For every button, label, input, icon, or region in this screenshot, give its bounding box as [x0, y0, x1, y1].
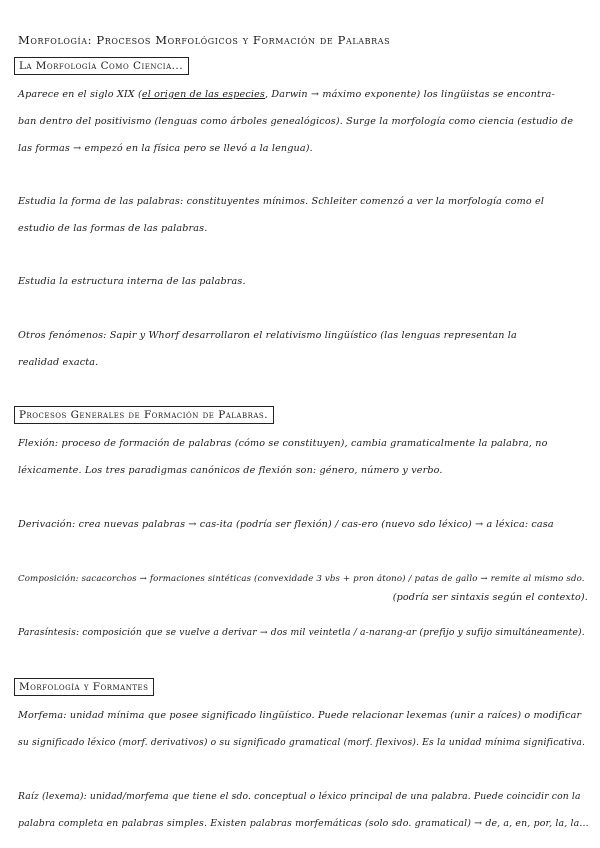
paragraph-line: Flexión: proceso de formación de palabras (cómo se constituyen), cambia gramaticalmente la palabra, no [18, 438, 548, 449]
paragraph-line: palabra completa en palabras simples. Existen palabras morfemáticas (solo sdo. gramatical) → de, a, en, por, la, la... [18, 818, 589, 829]
underlined-book-title: el origen de las especies [141, 89, 265, 100]
paragraph-line: realidad exacta. [18, 357, 99, 368]
paragraph-line: Derivación: crea nuevas palabras → cas-ita (podría ser flexión) / cas-ero (nuevo sdo léxico) → a léxica: casa [18, 519, 554, 530]
section-heading-procesos-generales: Procesos Generales de Formación de Palabras. [14, 406, 274, 424]
paragraph-line: Composición: sacacorchos → formaciones sintéticas (convexidade 3 vbs + pron átono) / patas de gallo → remite al mismo sdo. [18, 574, 585, 584]
paragraph-line: Raíz (lexema): unidad/morfema que tiene el sdo. conceptual o léxico principal de una palabra. Puede coincidir con la [18, 791, 581, 802]
paragraph-line: Otros fenómenos: Sapir y Whorf desarrollaron el relativismo lingüístico (las lenguas representan la [18, 330, 517, 341]
line-text: , Darwin → máximo exponente) los lingüistas se encontra- [265, 89, 555, 100]
paragraph-line [18, 89, 555, 101]
section-heading-morfologia-ciencia: La Morfología Como Ciencia... [14, 57, 189, 75]
section-heading-morfologia-formantes: Morfología y Formantes [14, 678, 154, 696]
paragraph-line: estudio de las formas de las palabras. [18, 223, 208, 234]
paragraph-line: ban dentro del positivismo (lenguas como árboles genealógicos). Surge la morfología como ciencia (estudio de [18, 116, 574, 127]
page-title: Morfología: Procesos Morfológicos y Formación de Palabras [18, 33, 391, 47]
paragraph-line: Parasíntesis: composición que se vuelve a derivar → dos mil veintetla / a-narang-ar (prefijo y sufijo simultáneamente). [18, 627, 585, 638]
paragraph-line-right: (podría ser sintaxis según el contexto). [392, 592, 588, 603]
line-text: Aparece en el siglo XIX ( [18, 89, 142, 100]
paragraph-line: las formas → empezó en la física pero se llevó a la lengua). [18, 143, 313, 154]
paragraph-line: Estudia la forma de las palabras: constituyentes mínimos. Schleiter comenzó a ver la morfología como el [18, 196, 545, 207]
paragraph-line: léxicamente. Los tres paradigmas canónicos de flexión son: género, número y verbo. [18, 465, 443, 476]
paragraph-line: Morfema: unidad mínima que posee significado lingüístico. Puede relacionar lexemas (unir a raíces) o modificar [18, 710, 582, 721]
paragraph-line: Estudia la estructura interna de las palabras. [18, 276, 246, 287]
paragraph-line: su significado léxico (morf. derivativos) o su significado gramatical (morf. flexivos). Es la unidad mínima significativa. [18, 737, 586, 748]
